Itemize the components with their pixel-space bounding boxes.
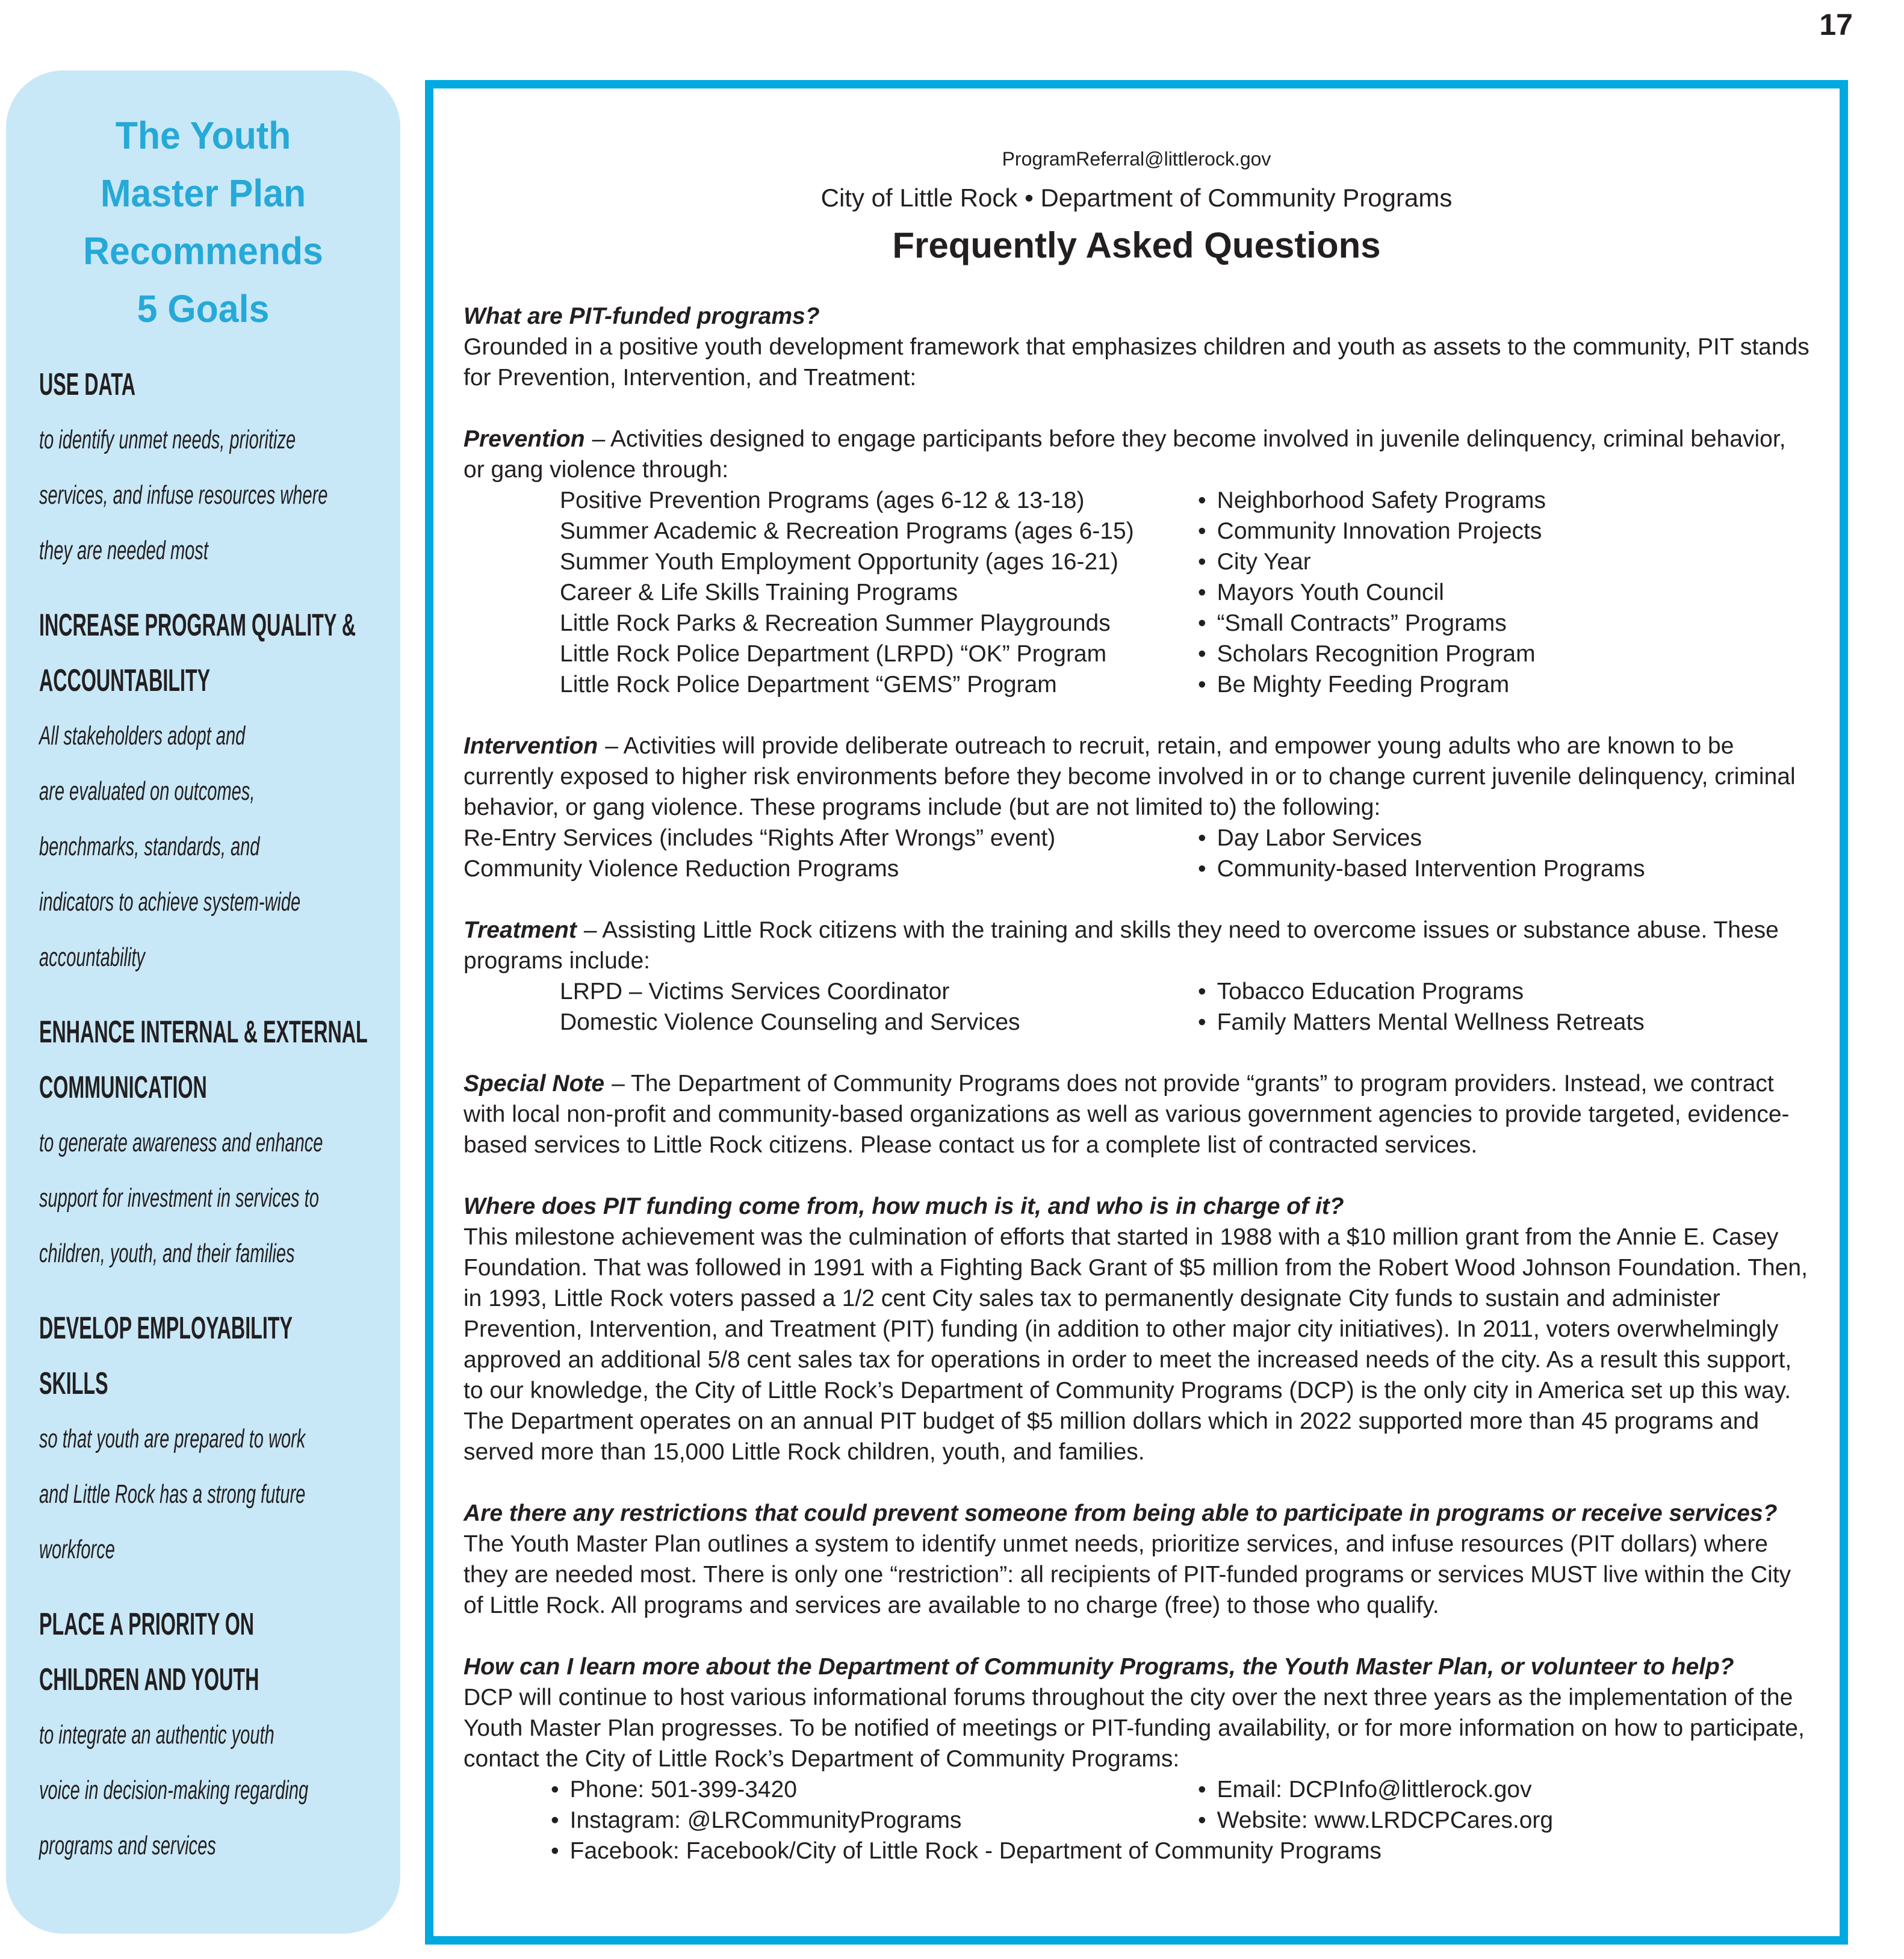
goal-heading-line: CHILDREN AND YOUTH bbox=[39, 1662, 259, 1697]
program-item: Domestic Violence Counseling and Services bbox=[560, 1009, 1020, 1035]
goal-heading-line: PLACE A PRIORITY ON bbox=[39, 1607, 255, 1642]
goal-use-data bbox=[39, 357, 367, 578]
contact-item-label: Email: DCPInfo@littlerock.gov bbox=[1217, 1777, 1532, 1803]
program-item-bulleted bbox=[1198, 639, 1809, 669]
program-item-label: Community Innovation Projects bbox=[1217, 518, 1542, 544]
goal-heading bbox=[39, 1004, 367, 1115]
prevention-paragraph bbox=[464, 424, 1809, 485]
program-item: Little Rock Police Department (LRPD) “OK” Program bbox=[560, 641, 1107, 667]
goal-heading-line: COMMUNICATION bbox=[39, 1070, 207, 1105]
sidebar-title-line: The Youth bbox=[115, 114, 291, 157]
faq-question: Where does PIT funding come from, how much is it, and who is in charge of it? bbox=[464, 1193, 1344, 1219]
program-item-bulleted bbox=[1198, 608, 1809, 639]
program-item-bulleted bbox=[1198, 669, 1809, 700]
program-item: LRPD – Victims Services Coordinator bbox=[560, 979, 950, 1004]
program-item: Community Violence Reduction Programs bbox=[464, 856, 899, 882]
contact-phone bbox=[551, 1774, 1198, 1805]
goal-description-line: to integrate an authentic youth bbox=[39, 1720, 274, 1750]
program-item-label: Scholars Recognition Program bbox=[1217, 641, 1536, 667]
goal-description-line: support for investment in services to bbox=[39, 1183, 319, 1213]
program-item-label: Family Matters Mental Wellness Retreats bbox=[1217, 1009, 1645, 1035]
goal-develop-employability bbox=[39, 1301, 367, 1577]
sidebar-title-line: Recommends bbox=[83, 229, 323, 273]
goal-heading-line: ENHANCE INTERNAL & EXTERNAL bbox=[39, 1015, 368, 1050]
treatment-text: – Assisting Little Rock citizens with the training and skills they need to overcome issues or substance abuse. These programs include: bbox=[464, 917, 1779, 974]
goal-description-line: and Little Rock has a strong future bbox=[39, 1479, 306, 1509]
sidebar-youth-master-plan bbox=[6, 70, 400, 1934]
goal-description-line: services, and infuse resources where bbox=[39, 480, 328, 510]
goal-description bbox=[39, 412, 367, 578]
goal-description-line: so that youth are prepared to work bbox=[39, 1424, 306, 1453]
prevention-label: Prevention bbox=[464, 426, 585, 452]
program-item-label: Neighborhood Safety Programs bbox=[1217, 487, 1546, 513]
goal-description bbox=[39, 1707, 367, 1874]
program-item-label: Be Mighty Feeding Program bbox=[1217, 672, 1510, 698]
goal-description bbox=[39, 708, 367, 985]
faq-answer: This milestone achievement was the culmination of efforts that started in 1988 with a $10 million grant from the Annie E. Casey Foundation. That was followed in 1991 with a Fighting Back Grant of $5 million from the Robert Wood Johnson Foundation. Then, in 1993, Little Rock voters passed a 1/2 cent City sales tax to permanently designate City funds to sustain and administer Prevention, Intervention, and Treatment (PIT) funding (in addition to other major city initiatives). In 2011, voters overwhelmingly approved an additional 5/8 cent sales tax for operations in order to meet the increased needs of the city. As a result this support, to our knowledge, the City of Little Rock’s Department of Community Programs (DCP) is the only city in America set up this way. The Department operates on an annual PIT budget of $5 million dollars which in 2022 supported more than 45 programs and served more than 15,000 Little Rock children, youth, and families. bbox=[464, 1224, 1808, 1465]
page-number: 17 bbox=[1819, 8, 1853, 42]
goal-description-line: workforce bbox=[39, 1535, 115, 1564]
treatment-paragraph bbox=[464, 915, 1809, 976]
program-item: Summer Academic & Recreation Programs (ages 6-15) bbox=[560, 518, 1134, 544]
goal-heading bbox=[39, 1301, 367, 1411]
faq-header bbox=[464, 146, 1809, 270]
intervention-programs-list bbox=[464, 823, 1809, 884]
intervention-paragraph bbox=[464, 731, 1809, 823]
contact-list bbox=[551, 1774, 1809, 1866]
contact-website bbox=[1198, 1805, 1809, 1836]
contact-item-label: Phone: 501-399-3420 bbox=[569, 1777, 797, 1803]
faq-answer: DCP will continue to host various informational forums throughout the city over the next three years as the implementation of the Youth Master Plan progresses. To be notified of meetings or PIT-funding availability, or for more information on how to participate, contact the City of Little Rock’s Department of Community Programs: bbox=[464, 1685, 1805, 1772]
program-item-label: “Small Contracts” Programs bbox=[1217, 610, 1507, 636]
goal-description-line: programs and services bbox=[39, 1831, 216, 1860]
special-note-label: Special Note bbox=[464, 1071, 605, 1097]
faq-question: Are there any restrictions that could prevent someone from being able to participate in programs or receive services? bbox=[464, 1500, 1778, 1526]
goal-heading-line: ACCOUNTABILITY bbox=[39, 663, 211, 698]
program-item: Summer Youth Employment Opportunity (ages 16-21) bbox=[560, 549, 1118, 575]
organization-line: City of Little Rock • Department of Community Programs bbox=[820, 184, 1453, 212]
contact-facebook bbox=[551, 1836, 1809, 1866]
program-item: Positive Prevention Programs (ages 6-12 & 13-18) bbox=[560, 487, 1085, 513]
sidebar-title-line: Master Plan bbox=[100, 172, 306, 215]
goal-heading-line: INCREASE PROGRAM QUALITY & bbox=[39, 608, 356, 643]
sidebar-title bbox=[39, 107, 367, 338]
goal-priority-children-youth bbox=[39, 1597, 367, 1874]
goal-heading bbox=[39, 357, 367, 412]
intervention-text: – Activities will provide deliberate outreach to recruit, retain, and empower young adults who are known to be currently exposed to higher risk environments before they become involved in or to change current juvenile delinquency, criminal behavior, or gang violence. These programs include (but are not limited to) the following: bbox=[464, 733, 1796, 820]
special-note-text: – The Department of Community Programs does not provide “grants” to program providers. Instead, we contract with local non-profit and community-based organizations as well as various government agencies to provide targeted, evidence-based services to Little Rock citizens. Please contact us for a complete list of contracted services. bbox=[464, 1071, 1790, 1158]
program-item-label: City Year bbox=[1217, 549, 1311, 575]
goal-description bbox=[39, 1115, 367, 1281]
goal-enhance-communication bbox=[39, 1004, 367, 1281]
goal-heading-line: USE DATA bbox=[39, 367, 136, 402]
faq-content bbox=[464, 301, 1809, 1866]
program-item-bulleted bbox=[1198, 577, 1809, 608]
program-item-bulleted bbox=[1198, 853, 1809, 884]
program-item: Little Rock Police Department “GEMS” Program bbox=[560, 672, 1057, 698]
sidebar-title-line: 5 Goals bbox=[137, 287, 270, 330]
program-item-bulleted bbox=[1198, 546, 1809, 577]
faq-box bbox=[425, 80, 1848, 1945]
goal-description-line: accountability bbox=[39, 942, 145, 972]
program-item: Re-Entry Services (includes “Rights After Wrongs” event) bbox=[464, 825, 1056, 851]
goal-description-line: are evaluated on outcomes, bbox=[39, 776, 255, 806]
goal-description-line: children, youth, and their families bbox=[39, 1239, 295, 1268]
contact-item-label: Facebook: Facebook/City of Little Rock - Department of Community Programs bbox=[569, 1838, 1381, 1864]
goal-description bbox=[39, 1411, 367, 1577]
program-item-label: Day Labor Services bbox=[1217, 825, 1422, 851]
faq-answer: The Youth Master Plan outlines a system to identify unmet needs, prioritize services, and infuse resources (PIT dollars) where they are needed most. There is only one “restriction”: all recipients of PIT-funded programs or services MUST live within the City of Little Rock. All programs and services are available to no charge (free) to those who qualify. bbox=[464, 1531, 1791, 1618]
goal-heading bbox=[39, 598, 367, 708]
goal-description-line: they are needed most bbox=[39, 536, 208, 565]
goal-description-line: to identify unmet needs, prioritize bbox=[39, 425, 296, 454]
treatment-label: Treatment bbox=[464, 917, 577, 943]
program-item-label: Tobacco Education Programs bbox=[1217, 979, 1524, 1004]
goal-description-line: All stakeholders adopt and bbox=[39, 721, 246, 750]
treatment-programs-list bbox=[560, 976, 1809, 1038]
contact-instagram bbox=[551, 1805, 1198, 1836]
program-item-label: Mayors Youth Council bbox=[1217, 580, 1444, 605]
faq-question: What are PIT-funded programs? bbox=[464, 303, 820, 329]
program-item: Career & Life Skills Training Programs bbox=[560, 580, 958, 605]
program-item-label: Community-based Intervention Programs bbox=[1217, 856, 1645, 882]
page-title: Frequently Asked Questions bbox=[892, 225, 1381, 265]
program-item-bulleted bbox=[1198, 485, 1809, 516]
goal-description-line: voice in decision-making regarding bbox=[39, 1775, 309, 1805]
goal-heading-line: DEVELOP EMPLOYABILITY bbox=[39, 1311, 293, 1346]
goal-description-line: benchmarks, standards, and bbox=[39, 832, 260, 861]
program-item-bulleted bbox=[1198, 1007, 1809, 1038]
contact-item-label: Instagram: @LRCommunityPrograms bbox=[569, 1807, 962, 1833]
faq-answer: Grounded in a positive youth development framework that emphasizes children and youth as assets to the community, PIT stands for Prevention, Intervention, and Treatment: bbox=[464, 334, 1809, 391]
faq-question: How can I learn more about the Department of Community Programs, the Youth Master Plan, or volunteer to help? bbox=[464, 1654, 1734, 1680]
referral-email: ProgramReferral@littlerock.gov bbox=[1002, 148, 1271, 170]
goal-description-line: to generate awareness and enhance bbox=[39, 1128, 323, 1157]
contact-item-label: Website: www.LRDCPCares.org bbox=[1217, 1807, 1554, 1833]
prevention-programs-list bbox=[560, 485, 1809, 700]
goal-description-line: indicators to achieve system-wide bbox=[39, 887, 301, 917]
goal-increase-program-quality bbox=[39, 598, 367, 985]
goal-heading-line: SKILLS bbox=[39, 1366, 108, 1401]
program-item-bulleted bbox=[1198, 976, 1809, 1007]
program-item-bulleted bbox=[1198, 823, 1809, 853]
program-item-bulleted bbox=[1198, 516, 1809, 546]
program-item: Little Rock Parks & Recreation Summer Playgrounds bbox=[560, 610, 1111, 636]
prevention-text: – Activities designed to engage participants before they become involved in juvenile delinquency, criminal behavior, or gang violence through: bbox=[464, 426, 1786, 483]
intervention-label: Intervention bbox=[464, 733, 598, 759]
goal-heading bbox=[39, 1597, 367, 1707]
special-note-paragraph bbox=[464, 1068, 1809, 1160]
contact-email bbox=[1198, 1774, 1809, 1805]
